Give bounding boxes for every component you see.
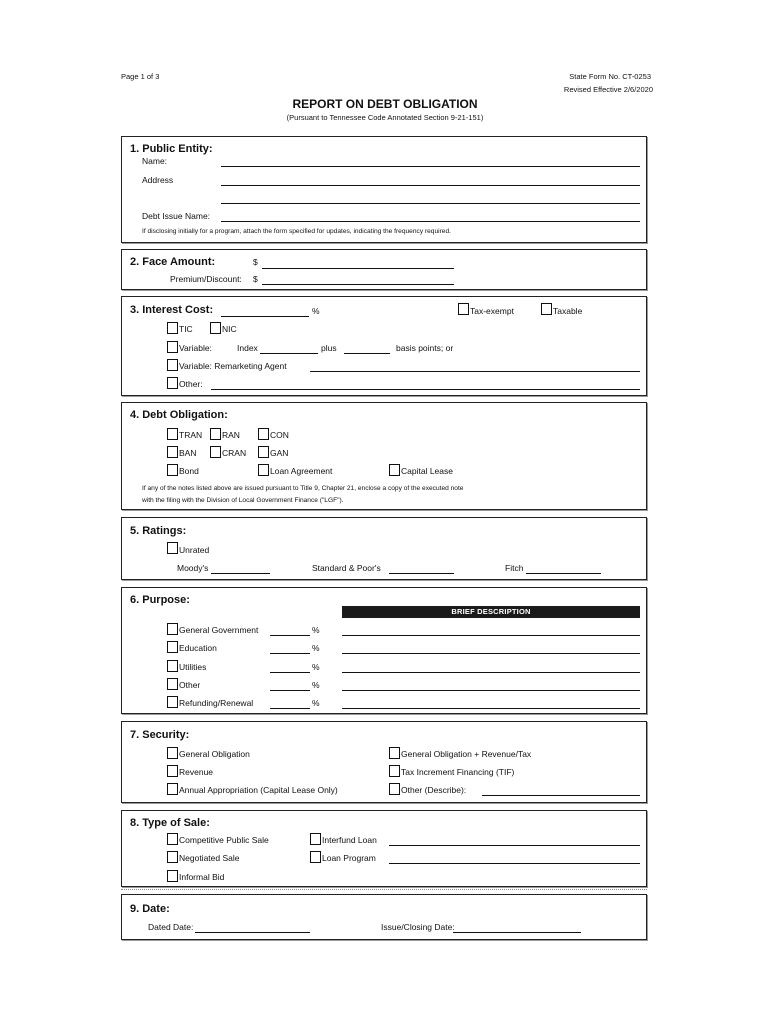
section-title: 9. Date: [130, 903, 170, 915]
dated-date-label: Dated Date: [148, 922, 194, 932]
purpose-percent-field[interactable] [270, 635, 310, 636]
interfund-loan-field[interactable] [389, 845, 640, 846]
purpose-checkbox[interactable] [167, 623, 178, 635]
taxable-label: Taxable [553, 306, 583, 316]
page-subtitle: (Pursuant to Tennessee Code Annotated Section 9-21-151) [286, 113, 484, 122]
address-field-2[interactable] [221, 203, 640, 204]
revenue-checkbox[interactable] [167, 765, 178, 777]
dollar-sign: $ [253, 257, 258, 267]
other-interest-field[interactable] [211, 389, 640, 390]
index-label: Index [237, 343, 258, 353]
other-security-field[interactable] [482, 795, 640, 796]
gan-checkbox[interactable] [258, 446, 269, 458]
section-title: 5. Ratings: [130, 525, 187, 537]
plus-label: plus [321, 343, 337, 353]
basis-points-field[interactable] [344, 353, 390, 354]
purpose-description-field[interactable] [342, 672, 640, 673]
purpose-label: Refunding/Renewal [179, 698, 254, 708]
ban-label: BAN [179, 448, 197, 458]
purpose-label: Utilities [179, 662, 207, 672]
percent-sign: % [312, 662, 320, 672]
go-revenue-checkbox[interactable] [389, 747, 400, 759]
section-title: 8. Type of Sale: [130, 817, 210, 829]
section-date [121, 894, 647, 940]
tic-label: TIC [179, 324, 193, 334]
ran-checkbox[interactable] [210, 428, 221, 440]
basis-points-label: basis points; or [396, 343, 454, 353]
tax-exempt-checkbox[interactable] [458, 303, 469, 315]
purpose-description-field[interactable] [342, 635, 640, 636]
loan-program-label: Loan Program [322, 853, 376, 863]
purpose-checkbox[interactable] [167, 696, 178, 708]
variable-label: Variable: [179, 343, 212, 353]
informal-bid-checkbox[interactable] [167, 870, 178, 882]
form-number: State Form No. CT-0253 [569, 72, 651, 81]
name-label: Name: [142, 156, 168, 166]
section-title: 1. Public Entity: [130, 143, 213, 155]
percent-sign: % [312, 698, 320, 708]
percent-sign: % [312, 680, 320, 690]
remarketing-checkbox[interactable] [167, 359, 178, 371]
purpose-checkbox[interactable] [167, 641, 178, 653]
purpose-percent-field[interactable] [270, 672, 310, 673]
address-field-1[interactable] [221, 185, 640, 186]
remarketing-field[interactable] [310, 371, 640, 372]
purpose-percent-field[interactable] [270, 708, 310, 709]
moodys-label: Moody's [177, 563, 209, 573]
fitch-label: Fitch [505, 563, 524, 573]
informal-bid-label: Informal Bid [179, 872, 225, 882]
sp-label: Standard & Poor's [312, 563, 381, 573]
dated-date-field[interactable] [195, 932, 310, 933]
revenue-label: Revenue [179, 767, 214, 777]
cran-checkbox[interactable] [210, 446, 221, 458]
variable-checkbox[interactable] [167, 341, 178, 353]
loan-program-field[interactable] [389, 863, 640, 864]
moodys-field[interactable] [211, 573, 270, 574]
cran-label: CRAN [222, 448, 247, 458]
other-security-label: Other (Describe): [401, 785, 467, 795]
tif-label: Tax Increment Financing (TIF) [401, 767, 515, 777]
annual-appropriation-checkbox[interactable] [167, 783, 178, 795]
section-title: 2. Face Amount: [130, 256, 216, 268]
section-title: 7. Security: [130, 729, 190, 741]
negotiated-sale-checkbox[interactable] [167, 851, 178, 863]
issue-date-label: Issue/Closing Date: [381, 922, 455, 932]
percent-sign: % [312, 306, 320, 316]
con-label: CON [270, 430, 289, 440]
interfund-loan-label: Interfund Loan [322, 835, 377, 845]
bond-checkbox[interactable] [167, 464, 178, 476]
page-title: REPORT ON DEBT OBLIGATION [292, 97, 478, 111]
index-field[interactable] [260, 353, 318, 354]
go-revenue-label: General Obligation + Revenue/Tax [401, 749, 532, 759]
purpose-description-field[interactable] [342, 690, 640, 691]
purpose-label: General Government [179, 625, 259, 635]
tic-checkbox[interactable] [167, 322, 178, 334]
loan-agreement-label: Loan Agreement [270, 466, 333, 476]
sp-field[interactable] [389, 573, 454, 574]
loan-program-checkbox[interactable] [310, 851, 321, 863]
ban-checkbox[interactable] [167, 446, 178, 458]
tif-checkbox[interactable] [389, 765, 400, 777]
other-interest-checkbox[interactable] [167, 377, 178, 389]
revised-date: Revised Effective 2/6/2020 [563, 85, 653, 94]
face-amount-field[interactable] [262, 268, 454, 269]
tran-checkbox[interactable] [167, 428, 178, 440]
section-divider [121, 889, 647, 890]
notes-instruction-2: with the filing with the Division of Local Government Finance ("LGF"). [142, 497, 344, 504]
notes-instruction-1: If any of the notes listed above are issued pursuant to Title 9, Chapter 21, enclose a copy of the executed note [142, 485, 464, 492]
address-label: Address [142, 175, 174, 185]
purpose-description-field[interactable] [342, 653, 640, 654]
gan-label: GAN [270, 448, 289, 458]
tran-label: TRAN [179, 430, 203, 440]
premium-field[interactable] [262, 284, 454, 285]
section-title: 6. Purpose: [130, 594, 190, 606]
taxable-checkbox[interactable] [541, 303, 552, 315]
interest-cost-field[interactable] [221, 316, 309, 317]
percent-sign: % [312, 625, 320, 635]
other-interest-label: Other: [179, 379, 203, 389]
competitive-sale-checkbox[interactable] [167, 833, 178, 845]
page-number: Page 1 of 3 [121, 72, 160, 81]
name-field[interactable] [221, 166, 640, 167]
general-obligation-checkbox[interactable] [167, 747, 178, 759]
fitch-field[interactable] [526, 573, 601, 574]
purpose-percent-field[interactable] [270, 690, 310, 691]
nic-label: NIC [222, 324, 237, 334]
unrated-label: Unrated [179, 545, 210, 555]
annual-appropriation-label: Annual Appropriation (Capital Lease Only) [179, 785, 338, 795]
purpose-description-field[interactable] [342, 708, 640, 709]
section-title: 3. Interest Cost: [130, 304, 214, 316]
negotiated-sale-label: Negotiated Sale [179, 853, 240, 863]
tax-exempt-label: Tax-exempt [470, 306, 514, 316]
section-title: 4. Debt Obligation: [130, 409, 228, 421]
con-checkbox[interactable] [258, 428, 269, 440]
dollar-sign: $ [253, 274, 258, 284]
remarketing-label: Variable: Remarketing Agent [179, 361, 287, 371]
purpose-checkbox[interactable] [167, 660, 178, 672]
purpose-label: Education [179, 643, 217, 653]
competitive-sale-label: Competitive Public Sale [179, 835, 269, 845]
disclosure-note: If disclosing initially for a program, attach the form specified for updates, indicating the frequency required. [142, 228, 451, 235]
debt-issue-field[interactable] [221, 221, 640, 222]
bond-label: Bond [179, 466, 199, 476]
nic-checkbox[interactable] [210, 322, 221, 334]
purpose-percent-field[interactable] [270, 653, 310, 654]
purpose-label: Other [179, 680, 201, 690]
brief-description-header: BRIEF DESCRIPTION [342, 606, 640, 618]
debt-issue-label: Debt Issue Name: [142, 211, 211, 221]
capital-lease-label: Capital Lease [401, 466, 453, 476]
ran-label: RAN [222, 430, 240, 440]
unrated-checkbox[interactable] [167, 542, 178, 554]
general-obligation-label: General Obligation [179, 749, 250, 759]
percent-sign: % [312, 643, 320, 653]
interfund-loan-checkbox[interactable] [310, 833, 321, 845]
loan-agreement-checkbox[interactable] [258, 464, 269, 476]
capital-lease-checkbox[interactable] [389, 464, 400, 476]
other-security-checkbox[interactable] [389, 783, 400, 795]
purpose-checkbox[interactable] [167, 678, 178, 690]
premium-label: Premium/Discount: [170, 274, 242, 284]
issue-date-field[interactable] [453, 932, 581, 933]
